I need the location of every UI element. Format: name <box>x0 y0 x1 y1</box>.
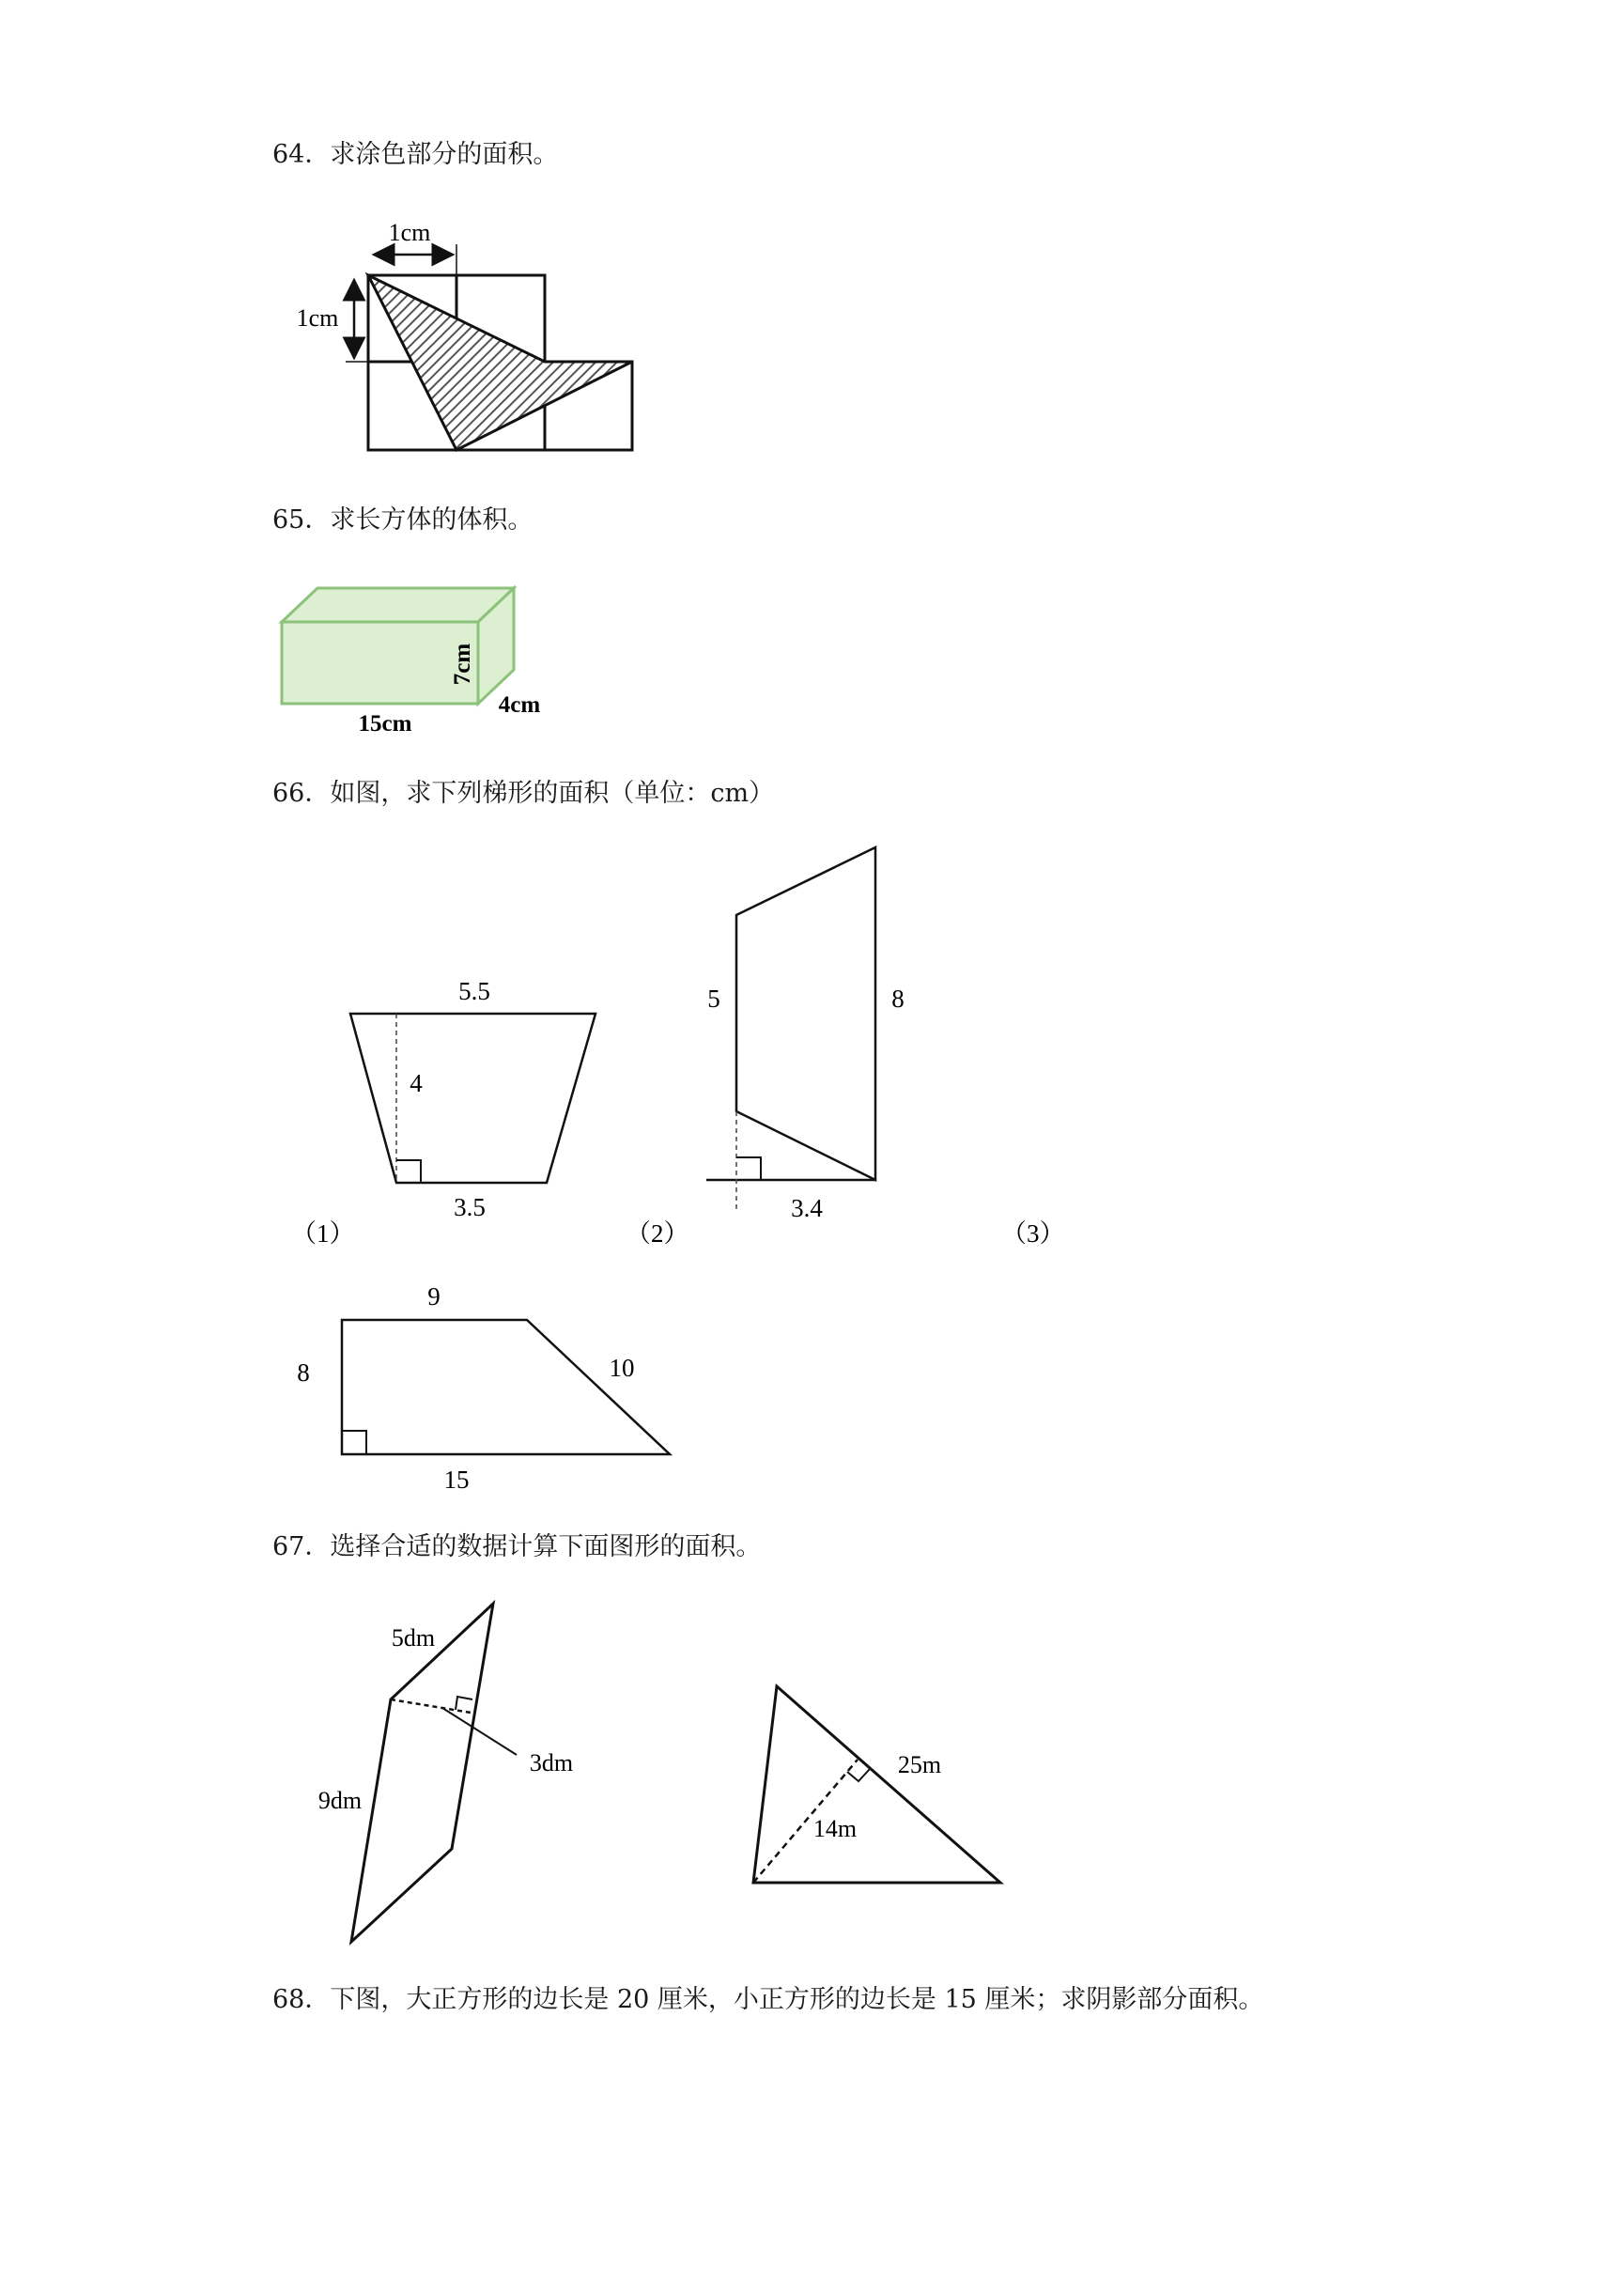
right-angle-mark-3 <box>342 1431 366 1454</box>
tag-3: （3） <box>1001 1219 1065 1248</box>
label-side-1cm: 1cm <box>296 304 339 332</box>
para-long-label: 9dm <box>317 1787 363 1814</box>
t3-slant-label: 10 <box>609 1354 635 1382</box>
trapezoid-2 <box>706 847 905 1222</box>
trapezoid-1 <box>350 977 595 1221</box>
t2-left-label: 5 <box>707 985 720 1013</box>
figure-64-shaded-grid <box>0 216 1624 460</box>
cuboid <box>282 588 514 704</box>
parallelogram <box>318 1604 573 1942</box>
trapezoid-3 <box>297 1282 670 1494</box>
height-leader-line <box>442 1708 517 1755</box>
triangle <box>753 1686 1000 1883</box>
t3-left-label: 8 <box>297 1358 310 1387</box>
question-67: 67．选择合适的数据计算下面图形的面积。 <box>272 1532 762 1561</box>
question-64: 64．求涂色部分的面积。 <box>272 140 559 169</box>
label-height: 7cm <box>450 643 475 686</box>
right-angle-mark-2 <box>736 1157 761 1180</box>
label-top-1cm: 1cm <box>388 219 431 246</box>
cuboid-top-face <box>282 588 514 622</box>
t2-bottom-label: 3.4 <box>791 1194 823 1222</box>
para-short-label: 5dm <box>391 1624 436 1652</box>
tag-2: （2） <box>626 1219 689 1248</box>
t1-bottom-label: 3.5 <box>454 1193 486 1221</box>
t1-top-label: 5.5 <box>458 977 490 1005</box>
t3-bottom-label: 15 <box>443 1466 470 1494</box>
right-angle-mark-5 <box>847 1769 870 1781</box>
parallelogram-height-line <box>391 1699 471 1713</box>
tag-1: （1） <box>291 1219 355 1248</box>
para-height-label: 3dm <box>529 1749 574 1776</box>
label-width: 4cm <box>498 692 541 718</box>
right-angle-mark-4 <box>456 1697 472 1710</box>
t3-top-label: 9 <box>427 1282 441 1311</box>
cuboid-front-face <box>282 622 478 704</box>
question-66: 66．如图，求下列梯形的面积（单位：cm） <box>272 779 775 808</box>
figure-65-cuboid <box>0 573 1624 742</box>
right-angle-mark-1 <box>396 1160 421 1183</box>
question-68: 68．下图，大正方形的边长是 20 厘米，小正方形的边长是 15 厘米；求阴影部分面积。 <box>272 1985 1264 2014</box>
figure-66-trapezoids <box>0 827 1624 1503</box>
tri-height-label: 14m <box>812 1815 858 1842</box>
t2-right-label: 8 <box>891 985 905 1013</box>
t1-height-label: 4 <box>410 1069 423 1097</box>
label-length: 15cm <box>358 711 412 737</box>
figure-67-shapes <box>0 1588 1624 1963</box>
question-65: 65．求长方体的体积。 <box>272 505 534 535</box>
tri-side-label: 25m <box>897 1751 942 1778</box>
